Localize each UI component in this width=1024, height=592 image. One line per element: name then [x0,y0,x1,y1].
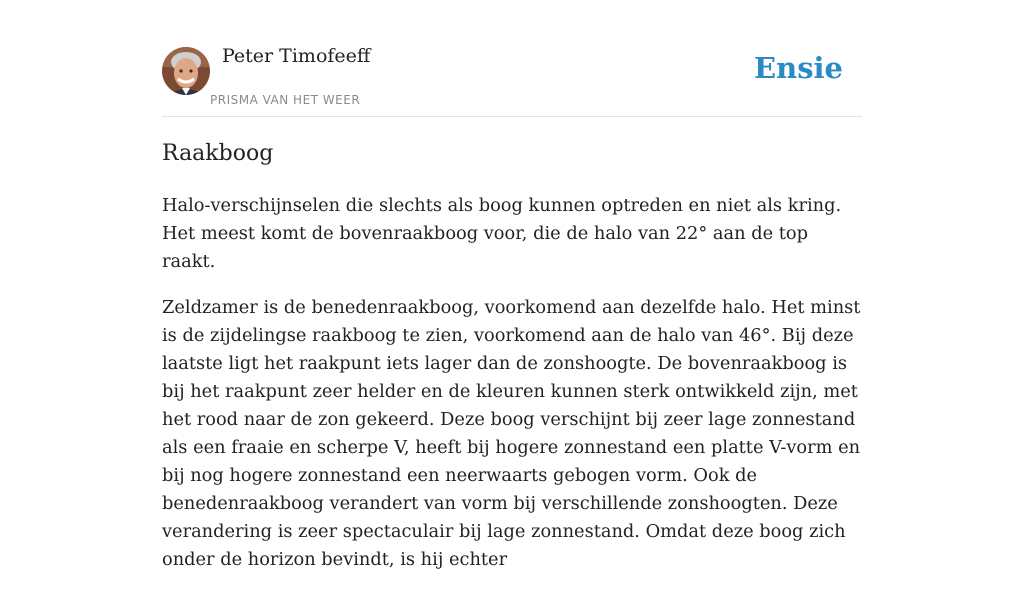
article-body [162,138,862,592]
article-title: Raakboog [162,141,274,166]
author-name[interactable]: Peter Timofeeff [222,45,371,67]
book-title[interactable]: PRISMA VAN HET WEER [210,93,361,107]
author-portrait-icon [162,47,210,95]
author-avatar[interactable] [162,47,210,95]
ensie-logo[interactable]: Ensie [754,51,843,85]
article-paragraph: Halo-verschijnselen die slechts als boog kunnen optreden en niet als kring. Het meest komt de bovenraakboog voor, die de halo van 22° aan de top raakt. [162,195,842,272]
article-paragraph: Zeldzamer is de benedenraakboog, voorkomend aan dezelfde halo. Het minst is de zijdelingse raakboog te zien, voorkomend aan de halo van 46°. Bij deze laatste ligt het raakpunt iets lager dan de zonshoogte. De bovenraakboog is bij het raakpunt zeer helder en de kleuren kunnen sterk ontwikkeld zijn, met het rood naar de zon gekeerd. Deze boog verschijnt bij zeer lage zonnestand als een fraaie en scherpe V, heeft bij hogere zonnestand een platte V-vorm en bij nog hogere zonnestand een neerwaarts gebogen vorm. Ook de benedenraakboog verandert van vorm bij verschillende zonshoogten. Deze verandering is zeer spectaculair bij lage zonnestand. Omdat deze boog zich onder de horizon bevindt, is hij echter [162,297,861,570]
article-header [162,0,862,117]
